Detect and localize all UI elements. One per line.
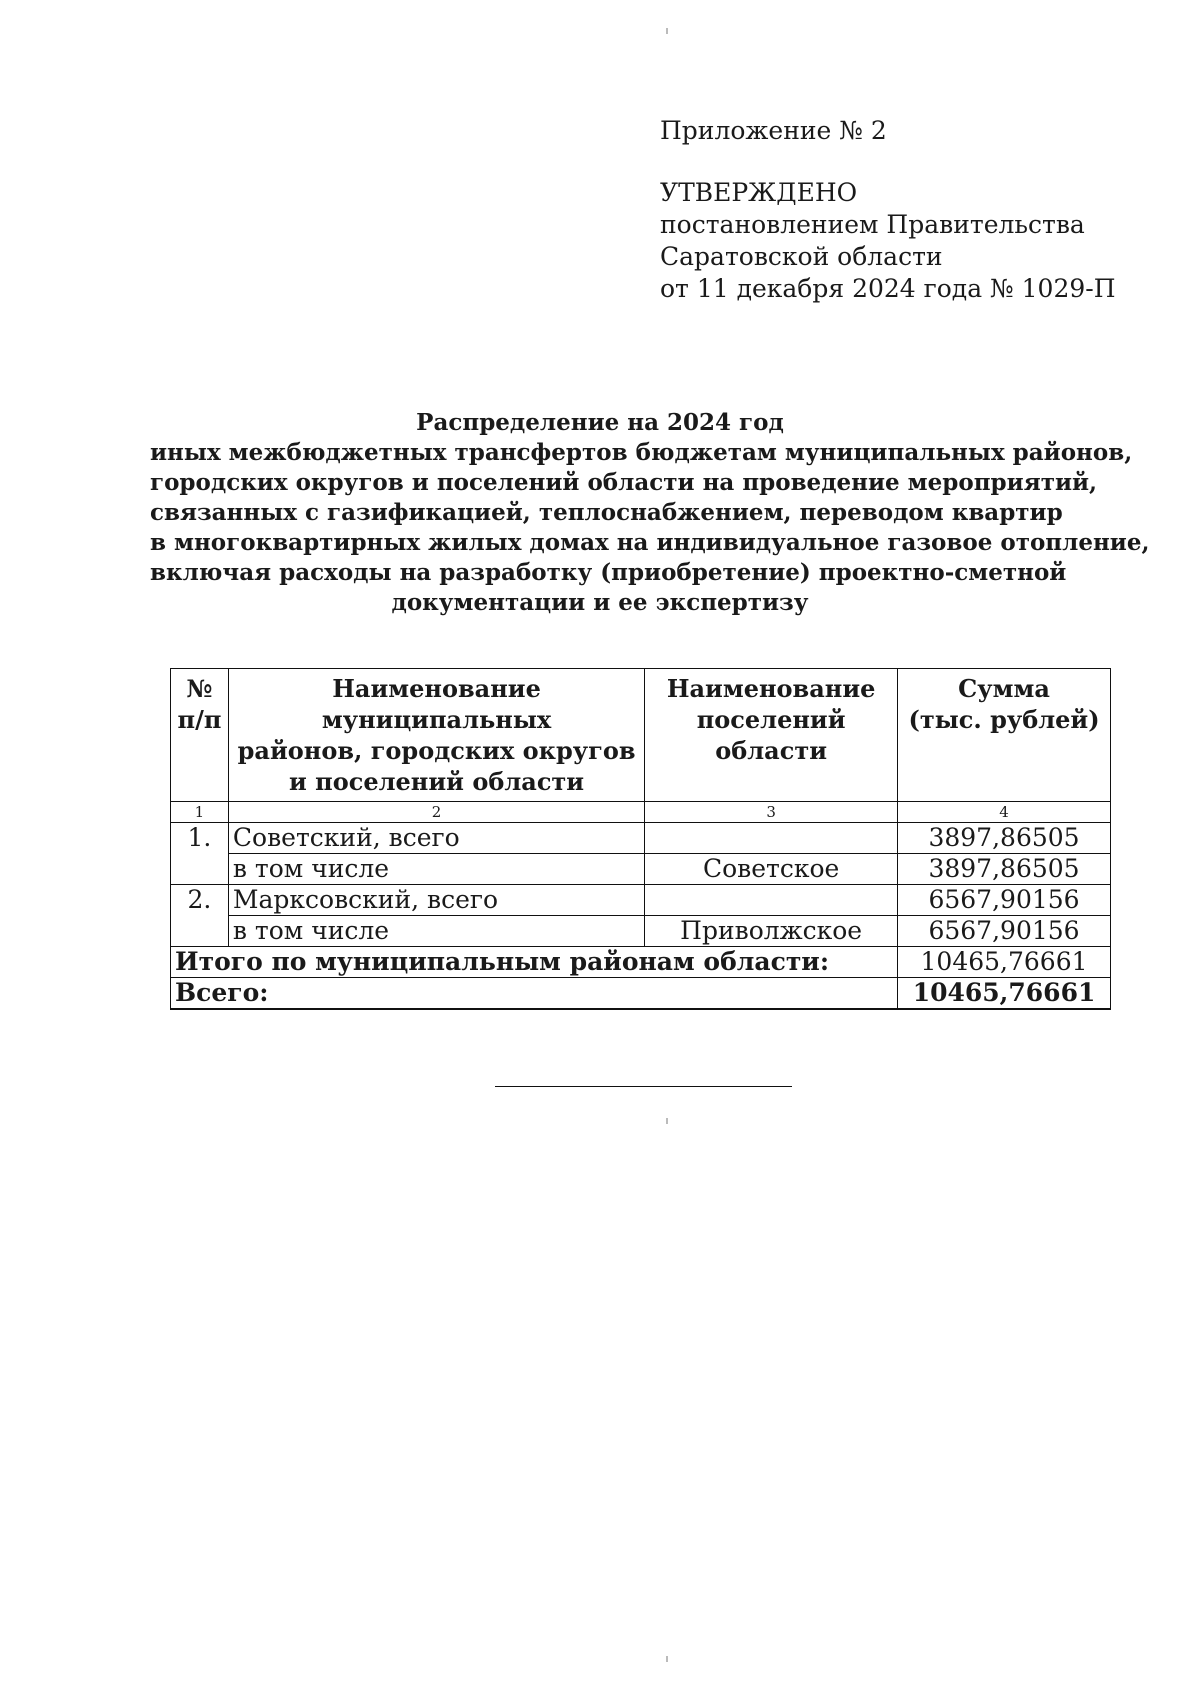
header-text: Сумма	[958, 674, 1050, 703]
table-header-row	[171, 669, 1111, 802]
table-row	[171, 885, 1111, 916]
header-text: п/п	[177, 705, 222, 734]
header-text: №	[186, 674, 213, 703]
header-district	[228, 669, 644, 802]
district-name: Советский, всего	[228, 823, 644, 854]
district-sum: 3897,86505	[898, 823, 1111, 854]
approved-stamp-text: УТВЕРЖДЕНО	[660, 178, 858, 207]
settlement-name: Советское	[645, 854, 898, 885]
title-line: включая расходы на разработку (приобретение) проектно-сметной	[150, 559, 1067, 586]
annex-number: Приложение № 2	[660, 116, 887, 145]
row-number: 1.	[171, 823, 229, 885]
header-text: районов, городских округов	[237, 736, 636, 765]
header-text: поселений	[696, 705, 846, 734]
including-label: в том числе	[228, 854, 644, 885]
title-line: документации и ее экспертизу	[391, 589, 809, 616]
title-line: иных межбюджетных трансфертов бюджетам муниципальных районов,	[150, 439, 1133, 466]
column-number-row	[171, 802, 1111, 823]
header-sum	[898, 669, 1111, 802]
header-text: Наименование	[666, 674, 876, 703]
settlement-name	[645, 823, 898, 854]
column-number: 2	[228, 802, 644, 823]
settlement-name	[645, 885, 898, 916]
title-line: городских округов и поселений области на проведение мероприятий,	[150, 469, 1098, 496]
column-number: 3	[645, 802, 898, 823]
header-text: Наименование муниципальных	[321, 674, 552, 734]
distribution-table	[170, 668, 1111, 1010]
scan-mark-bottom	[666, 1656, 668, 1662]
header-text: и поселений области	[289, 767, 585, 796]
table-row	[171, 823, 1111, 854]
approval-line-3: от 11 декабря 2024 года № 1029-П	[660, 274, 1116, 303]
table-row	[171, 916, 1111, 947]
table-row	[171, 854, 1111, 885]
header-settlement	[645, 669, 898, 802]
title-line: связанных с газификацией, теплоснабжением, переводом квартир	[150, 499, 1063, 526]
subtotal-value: 10465,76661	[898, 947, 1111, 978]
grand-total-label: Всего:	[171, 978, 898, 1010]
including-label: в том числе	[228, 916, 644, 947]
title-line: в многоквартирных жилых домах на индивидуальное газовое отопление,	[150, 529, 1150, 556]
column-number: 1	[171, 802, 229, 823]
subtotal-row	[171, 947, 1111, 978]
end-of-document-line	[495, 1086, 792, 1087]
row-number: 2.	[171, 885, 229, 947]
document-title	[150, 408, 1150, 618]
settlement-sum: 3897,86505	[898, 854, 1111, 885]
column-number: 4	[898, 802, 1111, 823]
settlement-name: Приволжское	[645, 916, 898, 947]
district-name: Марксовский, всего	[228, 885, 644, 916]
header-number	[171, 669, 229, 802]
header-text: (тыс. рублей)	[908, 705, 1100, 734]
grand-total-value: 10465,76661	[898, 978, 1111, 1010]
district-sum: 6567,90156	[898, 885, 1111, 916]
approval-line-1: постановлением Правительства	[660, 210, 1085, 239]
subtotal-label: Итого по муниципальным районам области:	[171, 947, 898, 978]
settlement-sum: 6567,90156	[898, 916, 1111, 947]
approval-line-2: Саратовской области	[660, 242, 943, 271]
grand-total-row	[171, 978, 1111, 1010]
title-line: Распределение на 2024 год	[416, 409, 784, 436]
header-text: области	[715, 736, 828, 765]
scan-mark-top	[666, 28, 668, 34]
approval-block	[660, 115, 1116, 305]
scan-mark-middle	[666, 1118, 668, 1124]
